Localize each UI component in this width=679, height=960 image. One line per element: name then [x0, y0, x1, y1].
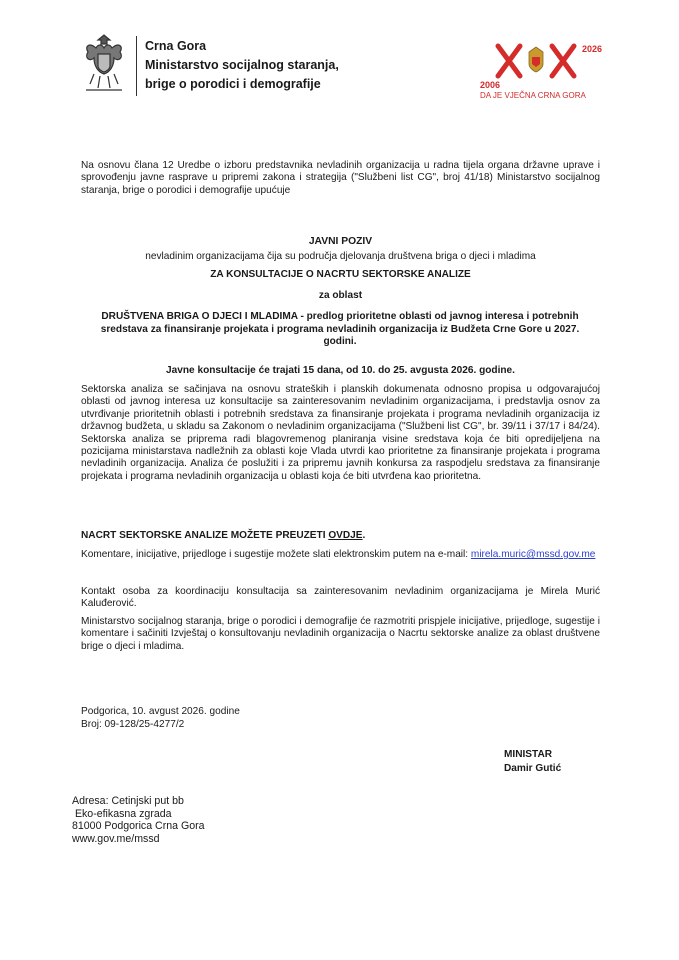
address-line: Adresa: Cetinjski put bb	[72, 795, 184, 807]
call-title: JAVNI POZIV	[308, 236, 373, 247]
ministry-name	[145, 37, 339, 94]
download-text: NACRT SEKTORSKE ANALIZE MOŽETE PREUZETI	[81, 530, 329, 541]
download-link[interactable]: OVDJE	[328, 530, 363, 541]
call-for-area: za oblast	[318, 290, 363, 301]
coat-of-arms-icon	[80, 32, 128, 96]
contact-paragraph: Kontakt osoba za koordinaciju konsultacija sa zainteresovanim nevladinim organizacijama je Mirela Murić Kaluđerović.	[81, 586, 600, 610]
ministry-name-line: Ministarstvo socijalnog staranja,	[145, 58, 339, 72]
website-link[interactable]: www.gov.me/mssd	[72, 832, 160, 845]
logo-year-right: 2026	[582, 44, 603, 54]
download-end: .	[362, 530, 366, 541]
jubilee-logo	[476, 38, 606, 100]
download-notice	[81, 530, 600, 542]
comments-text: Komentare, inicijative, prijedloge i sugestije možete slati elektronskim putem na e-mail:	[81, 549, 471, 560]
call-area: DRUŠTVENA BRIGA O DJECI I MLADIMA - predlog prioritetne oblasti od javnog interesa i potrebnih sredstava za finansiranje projekata i programa nevladinih organizacija iz Budžeta Crne Gore u 2027. godini.	[100, 311, 580, 348]
header-divider	[136, 36, 137, 96]
address-block	[72, 795, 205, 845]
logo-slogan: DA JE VJEČNA CRNA GORA	[480, 91, 586, 100]
ministry-name-line: brige o porodici i demografije	[145, 77, 321, 91]
country-name: Crna Gora	[145, 39, 207, 53]
place-date: Podgorica, 10. avgust 2026. godine	[81, 706, 240, 717]
intro-paragraph: Na osnovu člana 12 Uredbe o izboru predstavnika nevladinih organizacija u radna tijela organa državne uprave i sprovođenju javne rasprave u pripremi zakona i strategija ("Službeni list CG", broj 41/18) Ministarstvo socijalnog staranja, brige o porodici i demografije upućuje	[81, 160, 600, 196]
signature-name: Damir Gutić	[504, 763, 562, 774]
call-heading: ZA KONSULTACIJE O NACRTU SEKTORSKE ANALIZE	[210, 269, 471, 280]
call-duration: Javne konsultacije će trajati 15 dana, od 10. do 25. avgusta 2026. godine.	[166, 365, 515, 376]
address-line: Eko-efikasna zgrada	[72, 807, 172, 820]
analysis-paragraph: Sektorska analiza se sačinjava na osnovu strateških i planskih dokumenata odnosno propisa u odgovarajućoj oblasti od javnog interesa uz konsultacije sa zainteresovanim nevladinim organizacijama, i predstavlja osnov za utvrđivanje prioritetnih oblasti i potrebnih sredstava za finansiranje projekata i programa nevladinih organizacija iz državnog budžeta, u skladu sa Zakonom o nevladinim organizacijama ("Službeni list CG", br. 39/11 i 37/17 i 84/24). Sektorska analiza se priprema radi blagovremenog planiranja visine sredstava koja će biti opredijeljena na pozicijama ministarstava nadležnih za oblasti koje Vlada utvrdi kao prioritetne za finansiranje projekata i programa nevladinih organizacija. Analiza će poslužiti i za pripremu javnih konkursa za raspodjelu sredstava za finansiranje projekata i programa nevladinih organizacija u oblasti koja će biti utvrđena kao prioritetna.	[81, 384, 600, 482]
address-line: 81000 Podgorica Crna Gora	[72, 820, 205, 833]
call-subtitle: nevladinim organizacijama čija su područja djelovanja društvena briga o djeci i mladima	[145, 251, 536, 262]
comments-paragraph	[81, 549, 600, 561]
email-link[interactable]: mirela.muric@mssd.gov.me	[470, 549, 596, 560]
document-number: Broj: 09-128/25-4277/2	[81, 719, 185, 730]
logo-year-left: 2006	[480, 80, 501, 90]
ministry-note-paragraph: Ministarstvo socijalnog staranja, brige o porodici i demografije će razmotriti prispjele inicijative, prijedloge, sugestije i komentare i sačiniti Izvještaj o konsultovanju nevladinih organizacija o Nacrtu sektorske analize za oblast društvene brige o djeci i mladima.	[81, 616, 600, 652]
signature-title: MINISTAR	[504, 749, 553, 760]
